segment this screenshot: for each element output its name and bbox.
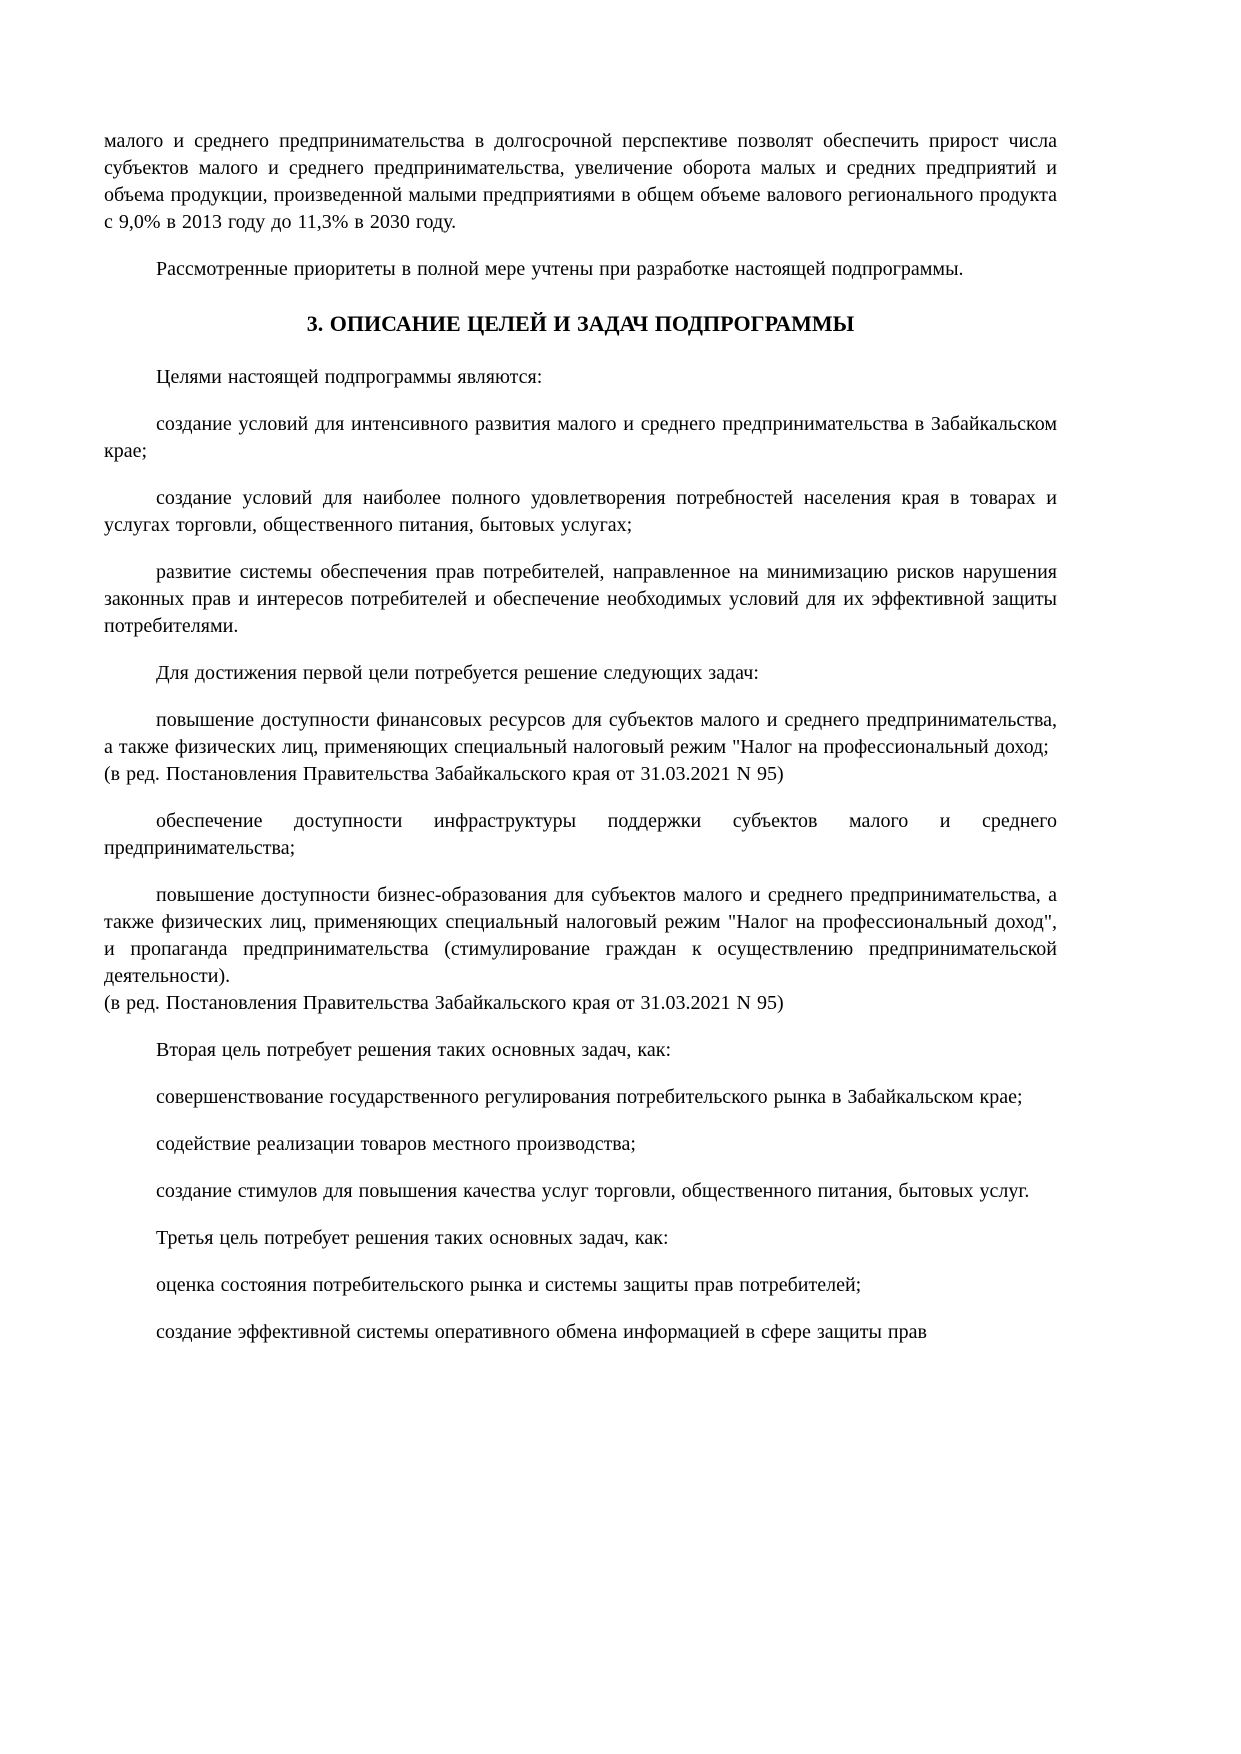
paragraph: совершенствование государственного регулирования потребительского рынка в Забайкальском крае; xyxy=(156,1086,1023,1108)
paragraph: повышение доступности финансовых ресурсов для субъектов малого и среднего предпринимательства, а также физических лиц, применяющих специальный налоговый режим "Налог на профессиональный доход; xyxy=(104,709,1057,758)
paragraph: создание стимулов для повышения качества услуг торговли, общественного питания, бытовых услуг. xyxy=(156,1180,1030,1202)
amendment-note: (в ред. Постановления Правительства Забайкальского края от 31.03.2021 N 95) xyxy=(104,992,784,1014)
paragraph: содействие реализации товаров местного производства; xyxy=(156,1133,636,1155)
section-heading: 3. ОПИСАНИЕ ЦЕЛЕЙ И ЗАДАЧ ПОДПРОГРАММЫ xyxy=(306,311,855,336)
paragraph: создание условий для интенсивного развития малого и среднего предпринимательства в Забайкальском крае; xyxy=(104,413,1057,462)
amendment-note: (в ред. Постановления Правительства Забайкальского края от 31.03.2021 N 95) xyxy=(104,763,784,785)
paragraph: Для достижения первой цели потребуется решение следующих задач: xyxy=(156,662,759,684)
paragraph: развитие системы обеспечения прав потребителей, направленное на минимизацию рисков нарушения законных прав и интересов потребителей и обеспечение необходимых условий для их эффективной защиты потребителями. xyxy=(104,561,1057,637)
paragraph: Третья цель потребует решения таких основных задач, как: xyxy=(156,1227,669,1249)
paragraph: оценка состояния потребительского рынка и системы защиты прав потребителей; xyxy=(156,1274,862,1296)
paragraph: Вторая цель потребует решения таких основных задач, как: xyxy=(156,1039,671,1061)
paragraph: повышение доступности бизнес-образования для субъектов малого и среднего предпринимательства, а также физических лиц, применяющих специальный налоговый режим "Налог на профессиональный доход", и пропаганда предпринимательства (стимулирование граждан к осуществлению предпринимательской деятельности). xyxy=(104,884,1057,987)
paragraph: малого и среднего предпринимательства в долгосрочной перспективе позволят обеспечить прирост числа субъектов малого и среднего предпринимательства, увеличение оборота малых и средних предприятий и объема продукции, произведенной малыми предприятиями в общем объеме валового регионального продукта с 9,0% в 2013 году до 11,3% в 2030 году. xyxy=(104,130,1057,233)
paragraph: Рассмотренные приоритеты в полной мере учтены при разработке настоящей подпрограммы. xyxy=(156,258,964,280)
paragraph: Целями настоящей подпрограммы являются: xyxy=(156,366,543,388)
document-body xyxy=(104,128,1057,1346)
paragraph: создание условий для наиболее полного удовлетворения потребностей населения края в товарах и услугах торговли, общественного питания, бытовых услугах; xyxy=(104,487,1057,536)
paragraph: создание эффективной системы оперативного обмена информацией в сфере защиты прав xyxy=(156,1321,927,1343)
paragraph: обеспечение доступности инфраструктуры поддержки субъектов малого и среднего предпринимательства; xyxy=(104,810,1057,859)
